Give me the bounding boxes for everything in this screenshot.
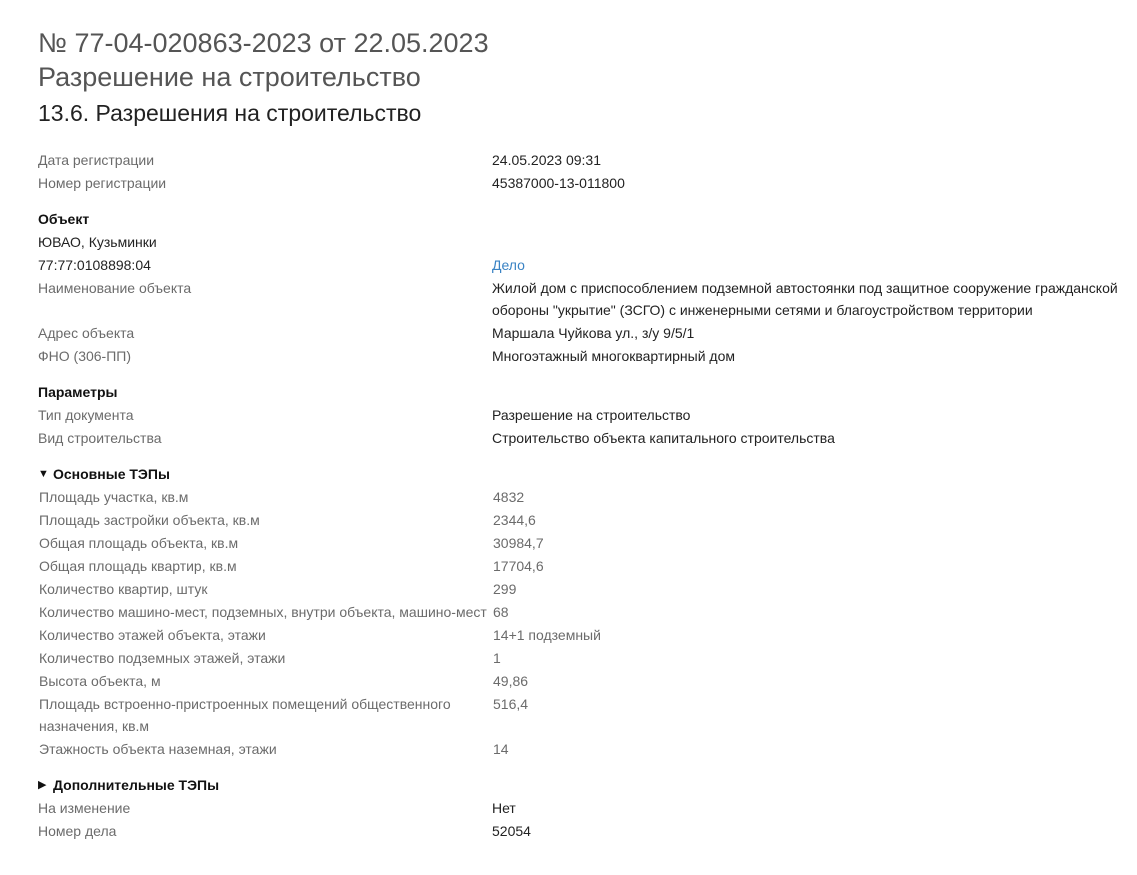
- field-label: Наименование объекта: [38, 279, 192, 296]
- object-district: ЮВАО, Кузьминки: [38, 233, 157, 250]
- object-section-title: Объект: [38, 211, 90, 227]
- field-value: Многоэтажный многоквартирный дом: [492, 347, 736, 364]
- field-value: Жилой дом с приспособлением подземной автостоянки под защитное сооружение гражданской обороны "укрытие" (ЗСГО) с инженерными сетями и благоустройством территории: [492, 279, 1118, 318]
- document-number-title: № 77-04-020863-2023 от 22.05.2023: [38, 28, 489, 58]
- field-label: Номер регистрации: [38, 174, 167, 191]
- field-value: 14+1 подземный: [493, 626, 601, 643]
- field-label: Площадь встроенно-пристроенных помещений общественного назначения, кв.м: [39, 695, 451, 734]
- extra-tep-toggle[interactable]: [38, 774, 1123, 796]
- tep-row: [38, 531, 1123, 554]
- field-label: Площадь застройки объекта, кв.м: [39, 511, 260, 528]
- field-label: Высота объекта, м: [39, 672, 161, 689]
- tep-row: [38, 646, 1123, 669]
- tep-row: [38, 485, 1123, 508]
- object-fno-row: [38, 344, 1123, 367]
- tep-row: [38, 737, 1123, 760]
- params-section: [38, 381, 1123, 449]
- tep-row: [38, 623, 1123, 646]
- field-value: 516,4: [493, 695, 529, 712]
- field-label: Площадь участка, кв.м: [39, 488, 189, 505]
- field-value: 17704,6: [493, 557, 544, 574]
- field-value: Нет: [492, 799, 516, 816]
- field-label: Дата регистрации: [38, 151, 155, 168]
- field-value: 2344,6: [493, 511, 536, 528]
- field-value: 299: [493, 580, 517, 597]
- field-value: 1: [493, 649, 501, 666]
- case-number-row: [38, 819, 1123, 842]
- registration-number-row: [38, 171, 1123, 194]
- field-label: Количество этажей объекта, этажи: [39, 626, 266, 643]
- field-value: Разрешение на строительство: [492, 406, 691, 423]
- triangle-down-icon: ▼: [38, 468, 49, 480]
- field-label: Вид строительства: [38, 429, 162, 446]
- triangle-right-icon: ▶: [38, 779, 47, 791]
- field-value: 30984,7: [493, 534, 544, 551]
- object-name-row: [38, 276, 1123, 321]
- main-tep-toggle[interactable]: [38, 463, 1123, 485]
- field-value: 24.05.2023 09:31: [492, 151, 601, 168]
- registration-section: [38, 148, 1123, 194]
- tep-row: [38, 669, 1123, 692]
- tep-row: [38, 554, 1123, 577]
- case-link[interactable]: Дело: [492, 256, 525, 273]
- field-label: Адрес объекта: [38, 324, 135, 341]
- tep-row: [38, 600, 1123, 623]
- field-value: 45387000-13-011800: [492, 174, 625, 191]
- field-label: Тип документа: [38, 406, 134, 423]
- field-value: Маршала Чуйкова ул., з/у 9/5/1: [492, 324, 695, 341]
- tep-row: [38, 508, 1123, 531]
- field-label: Количество машино-мест, подземных, внутри объекта, машино-мест: [39, 603, 487, 620]
- field-value: 52054: [492, 822, 531, 839]
- extra-tep-section: [38, 774, 1123, 796]
- cadastral-number: 77:77:0108898:04: [38, 256, 151, 273]
- field-label: Номер дела: [38, 822, 117, 839]
- field-value: 4832: [493, 488, 525, 505]
- field-label: Этажность объекта наземная, этажи: [39, 740, 277, 757]
- main-tep-section: [38, 463, 1123, 760]
- object-section: [38, 208, 1123, 367]
- field-label: На изменение: [38, 799, 131, 816]
- object-cadastral-row: [38, 253, 1123, 276]
- registration-date-row: [38, 148, 1123, 171]
- document-category-title: 13.6. Разрешения на строительство: [38, 100, 422, 126]
- field-label: Общая площадь квартир, кв.м: [39, 557, 237, 574]
- tep-row: [38, 692, 1123, 737]
- doc-type-row: [38, 403, 1123, 426]
- field-value: 14: [493, 740, 509, 757]
- field-value: 68: [493, 603, 509, 620]
- field-label: Количество квартир, штук: [39, 580, 208, 597]
- document-card: [38, 26, 1123, 842]
- params-section-title: Параметры: [38, 384, 118, 400]
- document-type-title: Разрешение на строительство: [38, 62, 421, 92]
- object-address-row: [38, 321, 1123, 344]
- footer-fields: [38, 796, 1123, 842]
- field-label: Общая площадь объекта, кв.м: [39, 534, 239, 551]
- field-value: Строительство объекта капитального строительства: [492, 429, 835, 446]
- on-change-row: [38, 796, 1123, 819]
- field-label: Количество подземных этажей, этажи: [39, 649, 286, 666]
- field-value: 49,86: [493, 672, 529, 689]
- extra-tep-title: Дополнительные ТЭПы: [53, 777, 220, 793]
- tep-row: [38, 577, 1123, 600]
- construction-kind-row: [38, 426, 1123, 449]
- field-label: ФНО (306-ПП): [38, 347, 132, 364]
- main-tep-title: Основные ТЭПы: [53, 466, 170, 482]
